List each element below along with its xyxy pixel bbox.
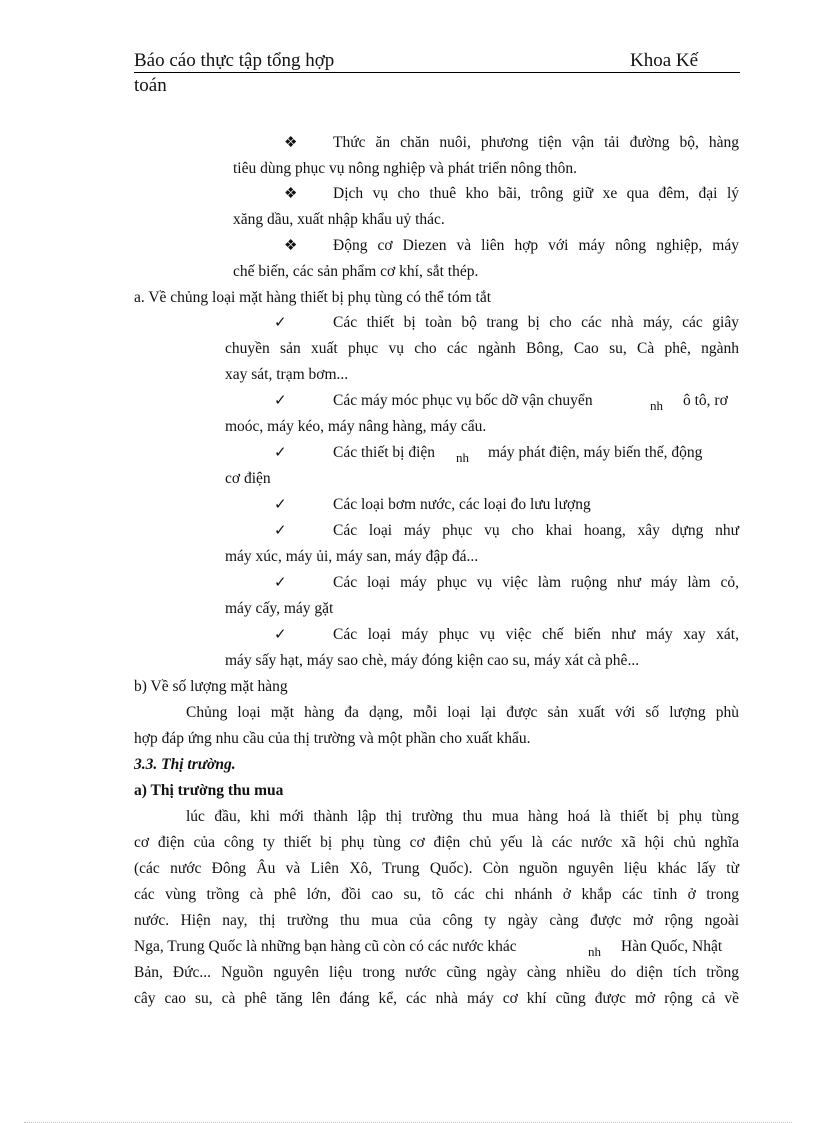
text-line: nước. Hiện nay, thị trường thu mua của công ty ngày càng được mở rộng ngoài [134, 912, 739, 929]
section-heading-b: b) Về số lượng mặt hàng [134, 678, 288, 695]
section-heading-3-3: 3.3. Thị trường. [134, 756, 236, 773]
abbreviation-mark: nh [588, 944, 601, 959]
text-line: moóc, máy kéo, máy nâng hàng, máy cẩu. [225, 418, 487, 435]
abbreviation-mark: nh [650, 398, 663, 413]
check-bullet-icon: ✓ [274, 445, 287, 461]
text-line: Các máy móc phục vụ bốc dỡ vận chuyển [333, 392, 593, 409]
text-line: ô tô, rơ [683, 392, 728, 409]
text-line: xay sát, trạm bơm... [225, 366, 349, 383]
text-line: máy sấy hạt, máy sao chè, máy đóng kiện cao su, máy xát cà phê... [225, 652, 640, 669]
check-bullet-icon: ✓ [274, 393, 287, 409]
check-bullet-icon: ✓ [274, 315, 287, 331]
text-line: Chủng loại mặt hàng đa dạng, mỗi loại lại được sản xuất với số lượng phù [186, 704, 739, 721]
text-line: (các nước Đông Âu và Liên Xô, Trung Quốc). Còn nguồn nguyên liệu khác lấy từ [134, 860, 739, 877]
section-heading-a: a. Về chủng loại mặt hàng thiết bị phụ tùng có thể tóm tắt [134, 289, 491, 306]
abbreviation-mark: nh [456, 450, 469, 465]
text-line: lúc đầu, khi mới thành lập thị trường thu mua hàng hoá là thiết bị phụ tùng [186, 808, 739, 825]
header-department: Khoa Kế [630, 50, 699, 71]
text-line: Các loại máy phục vụ việc chế biến như máy xay xát, [333, 626, 739, 643]
header-department-continuation: toán [134, 75, 167, 96]
text-line: Dịch vụ cho thuê kho bãi, trông giữ xe qua đêm, đại lý [333, 185, 739, 202]
text-line: cây cao su, cà phê tăng lên đáng kể, các nhà máy cơ khí cũng được mở rộng cả về [134, 990, 739, 1007]
header-report-title: Báo cáo thực tập tổng hợp [134, 50, 335, 71]
check-bullet-icon: ✓ [274, 627, 287, 643]
text-line: cơ điện [225, 470, 271, 487]
text-line: cơ điện của công ty thiết bị phụ tùng cơ điện chủ yếu là các nước xã hội chủ nghĩa [134, 834, 739, 851]
diamond-bullet-icon: ❖ [284, 238, 298, 254]
text-line: các vùng trồng cà phê lớn, đồi cao su, tõ các chi nhánh ở khắp các tỉnh ở trong [134, 886, 739, 903]
text-line: hợp đáp ứng nhu cầu của thị trường và một phần cho xuất khẩu. [134, 730, 531, 747]
text-line: máy phát điện, máy biến thế, động [488, 444, 703, 461]
text-line: Thức ăn chăn nuôi, phương tiện vận tải đường bộ, hàng [333, 134, 739, 151]
subsection-heading: a) Thị trường thu mua [134, 782, 284, 799]
text-line: tiêu dùng phục vụ nông nghiệp và phát triển nông thôn. [233, 160, 577, 177]
text-line: máy cấy, máy gặt [225, 600, 334, 617]
text-line: Nga, Trung Quốc là những bạn hàng cũ còn có các nước khác [134, 938, 517, 955]
text-line: chuyền sản xuất phục vụ cho các ngành Bông, Cao su, Cà phê, ngành [225, 340, 739, 357]
text-line: Các thiết bị toàn bộ trang bị cho các nhà máy, các giây [333, 314, 739, 331]
text-line: máy xúc, máy ủi, máy san, máy đập đá... [225, 548, 479, 565]
text-line: Các loại máy phục vụ việc làm ruộng như máy làm cỏ, [333, 574, 739, 591]
diamond-bullet-icon: ❖ [284, 186, 298, 202]
check-bullet-icon: ✓ [274, 497, 287, 513]
text-line: Các thiết bị điện [333, 444, 436, 461]
check-bullet-icon: ✓ [274, 575, 287, 591]
page-header [134, 50, 740, 73]
text-line: Các loại máy phục vụ cho khai hoang, xây dựng như [333, 522, 739, 539]
text-line: Động cơ Diezen và liên hợp với máy nông nghiệp, máy [333, 237, 739, 254]
text-line: xăng dầu, xuất nhập khẩu uỷ thác. [233, 211, 445, 228]
text-line: Hàn Quốc, Nhật [621, 938, 723, 955]
text-line: Bản, Đức... Nguồn nguyên liệu trong nước cũng ngày càng nhiều do diện tích trồng [134, 964, 739, 981]
text-line: Các loại bơm nước, các loại đo lưu lượng [333, 496, 591, 513]
check-bullet-icon: ✓ [274, 523, 287, 539]
text-line: chế biến, các sản phẩm cơ khí, sắt thép. [233, 263, 479, 280]
diamond-bullet-icon: ❖ [284, 135, 298, 151]
